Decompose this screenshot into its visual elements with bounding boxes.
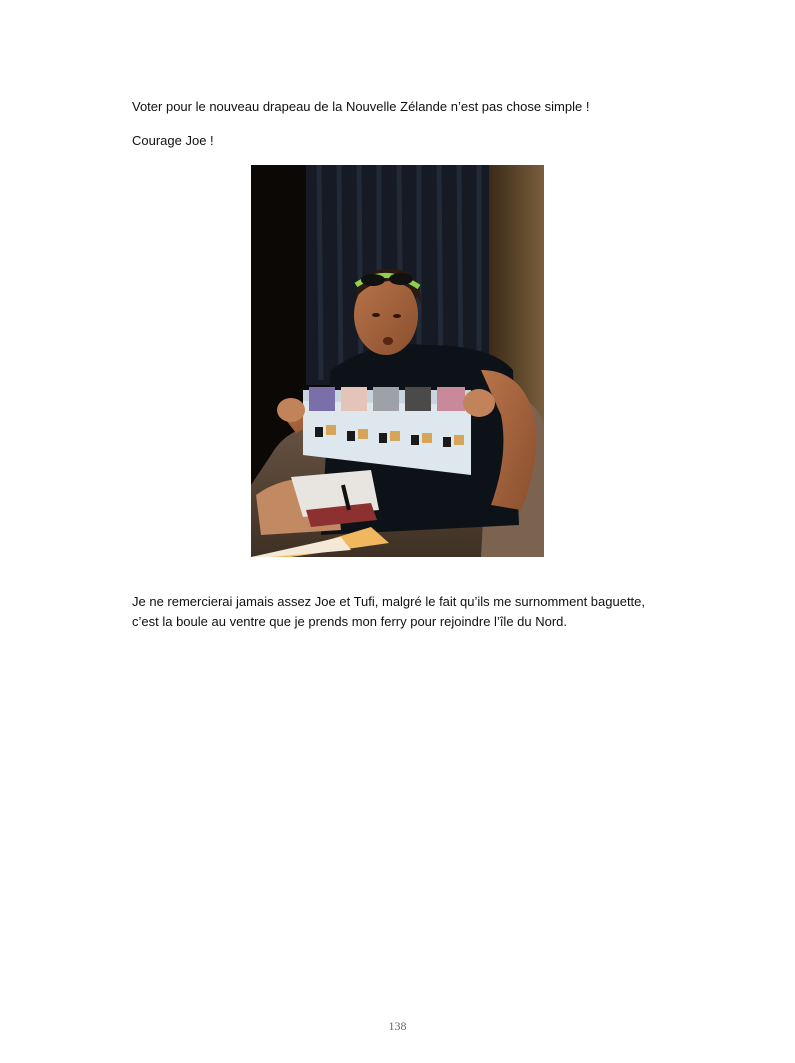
- paragraph-intro: Voter pour le nouveau drapeau de la Nouvelle Zélande n’est pas chose simple !: [132, 99, 590, 114]
- page-number: 138: [388, 1019, 407, 1033]
- paragraph-thanks-line-1: Je ne remercierai jamais assez Joe et Tufi, malgré le fait qu’ils me surnomment baguette,: [132, 594, 646, 609]
- paragraph-encouragement: Courage Joe !: [132, 133, 214, 148]
- paragraph-thanks-line-2: c’est la boule au ventre que je prends mon ferry pour rejoindre l’île du Nord.: [132, 614, 568, 629]
- photo-man-with-flag-ballot: [251, 165, 544, 557]
